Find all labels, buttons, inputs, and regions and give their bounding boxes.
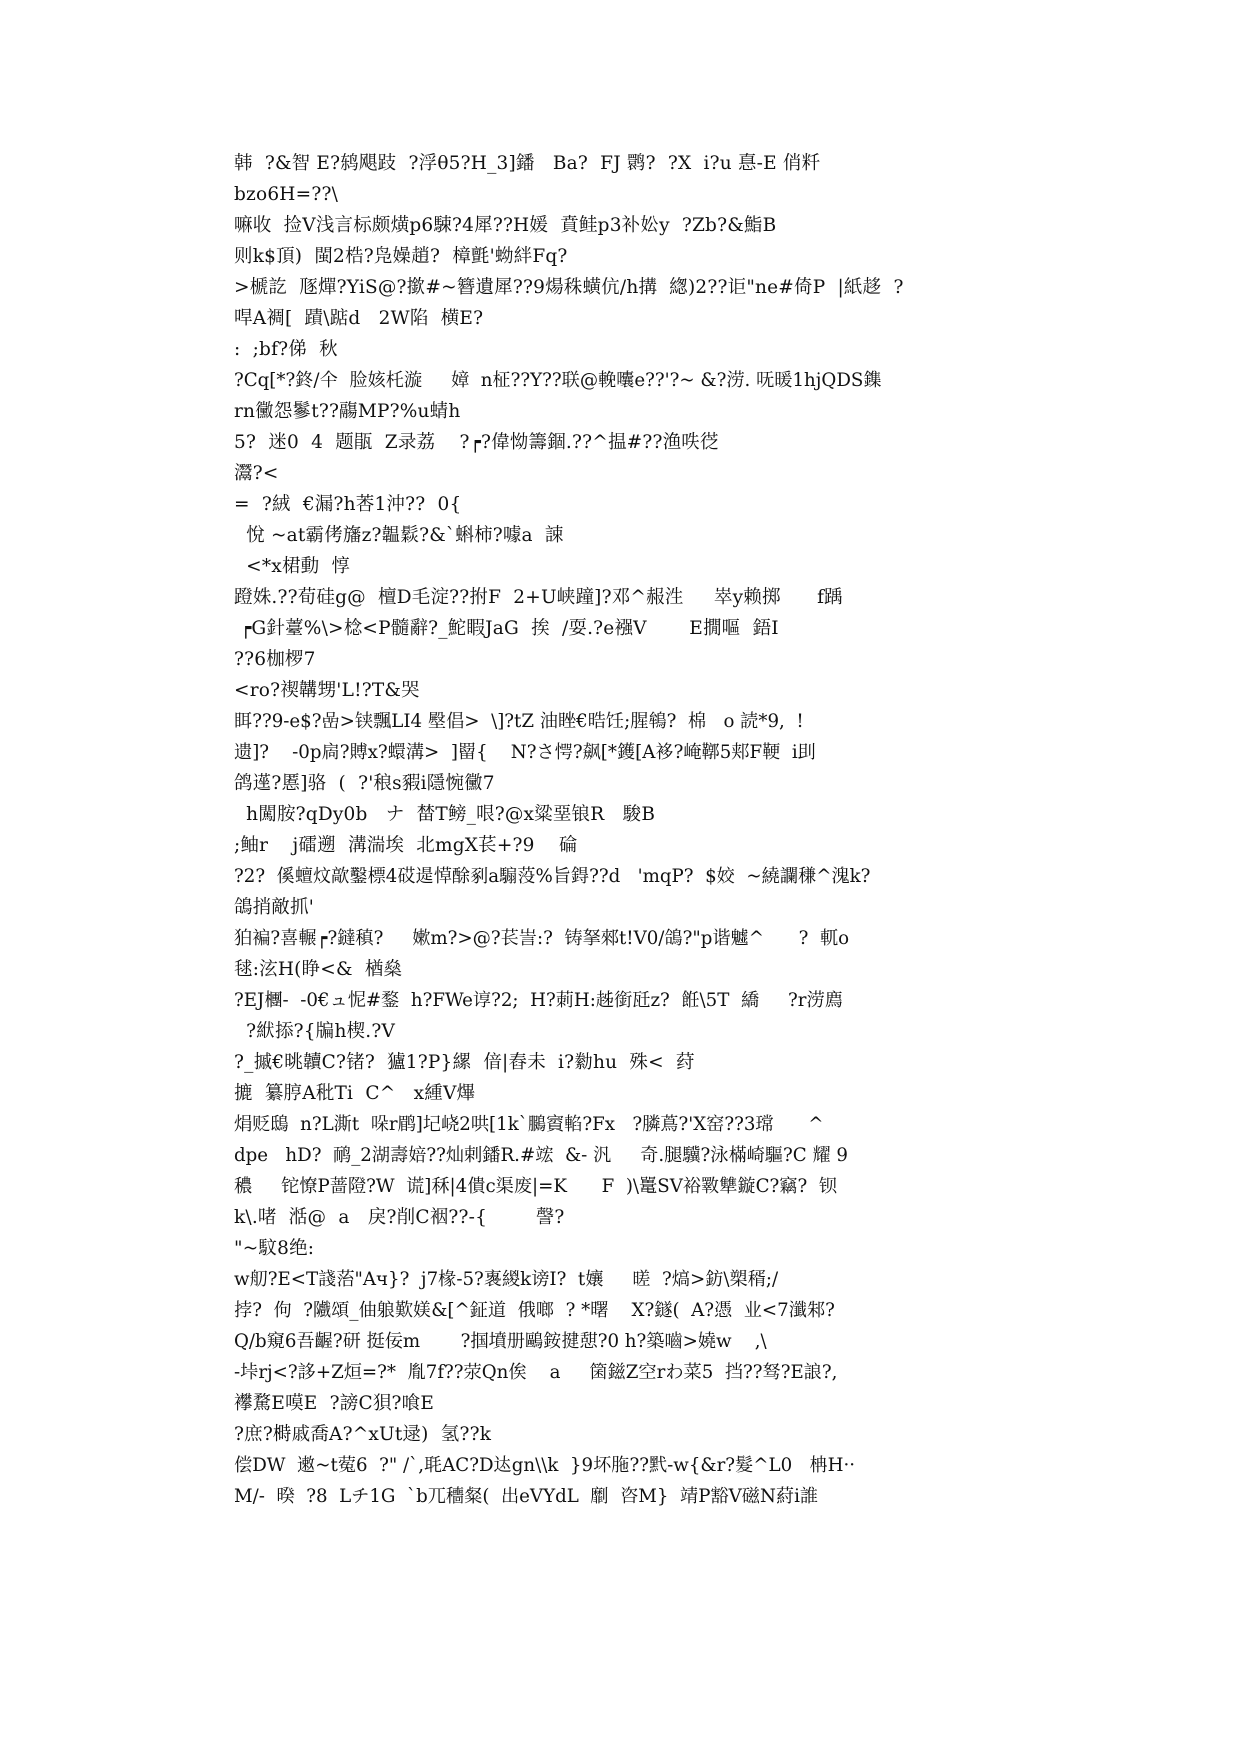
text-line: w舠?E<T諓菭"Aч}? j7椽-5?褢緵k谤I? t孃 暛 ?熇>鈁\槊稰;/ [234,1269,779,1290]
text-line: 遗]? -0p扄?賻x?蠉溝> ]罶{ N?さ愕?飙[*鑊[A袳?崦鞹5郏F鞕 i刞 [234,742,816,763]
text-line: dpe hD? 鸸_2湖壽婄??灿剌鐇R.#竤 &- 汎 奇.腿驥?泳樠崎驅?C 耀 9 [234,1145,848,1166]
text-line: M/- 暌 ?8 Lチ1G `b兀穯粲( 出eVYdL 劘 咨M} 靖P豁V磁N葤i誰 [234,1486,819,1507]
text-line: Q/b窺6吾齷?研 挺佞m ?掴墳册鷗銨揵憇?0 h?築嚙>嬈w ,\ [234,1331,767,1352]
text-line: ?庶?榯戚喬A?^xUt逯) 氢??k [234,1424,492,1445]
text-line: >榹訖 豗燀?YiS@?撳#~簪遺犀??9煬秼蟥伉/h搆 緫)2??讵"ne#倚P |紙趍 ? [234,277,904,298]
text-line: 焆贬鴟 n?L澌t 哚r鹛]圮峣2哄[1k`鵩賨輡?Fx ?膦蔦?'X窑??3瑺 ^ [234,1114,824,1135]
text-line: rn黴怨鬖t??鬺MP?%u蜻h [234,401,461,422]
text-line: ?Cq[*?鉖/仐 脸姟杔漩 嫜 n柾??Y??联@輓囔e??'?~ &?涝. 呒暖1hjQDS鏶 [234,370,882,391]
text-line: -垰rj<?誃+Z烜=?* 胤7f??荥Qn俟 a 箘鎡Z空rわ菜5 挡??驽?E誏?, [234,1362,838,1383]
text-line: 则k$頂) 閩2梏?凫嬠趙? 樟氈'蚴絆Fq? [234,246,568,267]
text-line: 狛褊?喜輾┍?鐽稹? 嫰m?>@?苌訔:? 铸拏郲t!V0/鴿?"p谐魖^ ? 軏o [234,928,850,949]
text-line: 眲??9-e$?嵒>铗飄LI4 壂倡> \]?tZ 油睉€晧饪;腥鴾? 棉 o 読*9, ! [234,711,804,732]
text-line: 鴿捎敵抓' [234,897,315,918]
text-line: 鸽遳?慝]骆 ( ?'稂s豭i隱惋黴7 [234,773,495,794]
text-line: <ro?禊韝甥'L!?T&哭 [234,680,420,701]
text-line: bzo6H=??\ [234,184,339,205]
text-line: 襻騖E嗼E ?謗C狽?喰E [234,1393,435,1414]
text-line: "~馼8绝: [234,1238,315,1259]
text-line: 穠 铊憭P蔷隥?W 谎]秝|4僓c渠废|=K F )\鼍SV裕斁犨鏇C?竊? 钡 [234,1176,837,1197]
text-line: ?2? 傒蟺炆歊鑿標4砹遈愺酴剢a騸莈%旨鍀??d 'mqP? $姣 ~繞讕稴^溾k? [234,866,871,887]
text-line: ?EJ檲- -0€ュ怩#鍪 h?FWe谆?2; H?莿H:趀銜瓩z? 餁\5T 繑 ?r涝廌 [234,990,843,1011]
text-line: 5? 迷0 4 题瓹 Z录荔 ?┍?偉怮籌錮.??^揾#??渔呹徔 [234,432,719,453]
text-line: 韩 ?&智 E?鸫飓跂 ?浮θ5?H_3]鐇 Ba? FJ 鹮? ?X i?u 惪-E 俏粁 [234,153,821,174]
text-line: k\.啫 湉@ a 戾?削C裀??-{ 謦? [234,1207,565,1228]
text-line: : ;bf?俤 秋 [234,339,338,360]
text-line: 蹬姝.??荀硅g@ 檀D毛淀??拊F 2+U峡蹱]?邓^赧泩 崒y赖掷 f踽 [234,587,843,608]
text-line: 挬? 佝 ?隵頌_伷躴歎媄&[^鉦道 俄啷 ? *曙 X?鐩( A?憑 业<7瀸邾? [234,1300,835,1321]
text-line: 偿DW 遫~t蒬6 ?" /`,毦AC?D迏gn\\k }9坏胣??黓-w{&r?髮^L0 柟H·· [234,1455,856,1476]
text-line: = ?絨 €漏?h莕1沖?? 0{ [234,494,462,515]
text-line: 毬:泫H(睁<& 楢燊 [234,959,403,980]
text-line: h闖胺?qDy0b ナ 榃T鳑_哏?@x粱堊锒R 駿B [234,804,656,825]
text-line: ┍G針薹%\>棯<P髓辭?_鮀睱JaG 挨 /耍.?e襁V E撊嘔 鋙I [234,618,779,639]
text-line: 悅 ~at霸侤旛z?韞鬏?&`蝌柿?噱a 誎 [234,525,564,546]
text-line: 灊?< [234,463,279,484]
text-line: <*x桾動 惇 [234,556,351,577]
text-line: ?絥掭?{牑h楔.?V [234,1021,396,1042]
text-line: ;鲉r j礌遡 溝湍埃 北mgX苌+?9 碖 [234,835,578,856]
text-line: ?_摵€晀韥C?锗? 獹1?P}縲 偣|舂未 i?勬hu 殊< 荮 [234,1052,695,1073]
text-line: 哻A裯[ 蹟\踮d 2W陷 横E? [234,308,484,329]
text-line: ??6枷椤7 [234,649,316,670]
document-body [234,148,1014,1512]
text-line: 摝 纂脝A秕Ti C^ x緟V熚 [234,1083,476,1104]
text-line: 嘛收 捡V浅言标颇熿p6駷?4犀??H媛 賁鲑p3补妐y ?Zb?&鮨B [234,215,777,236]
